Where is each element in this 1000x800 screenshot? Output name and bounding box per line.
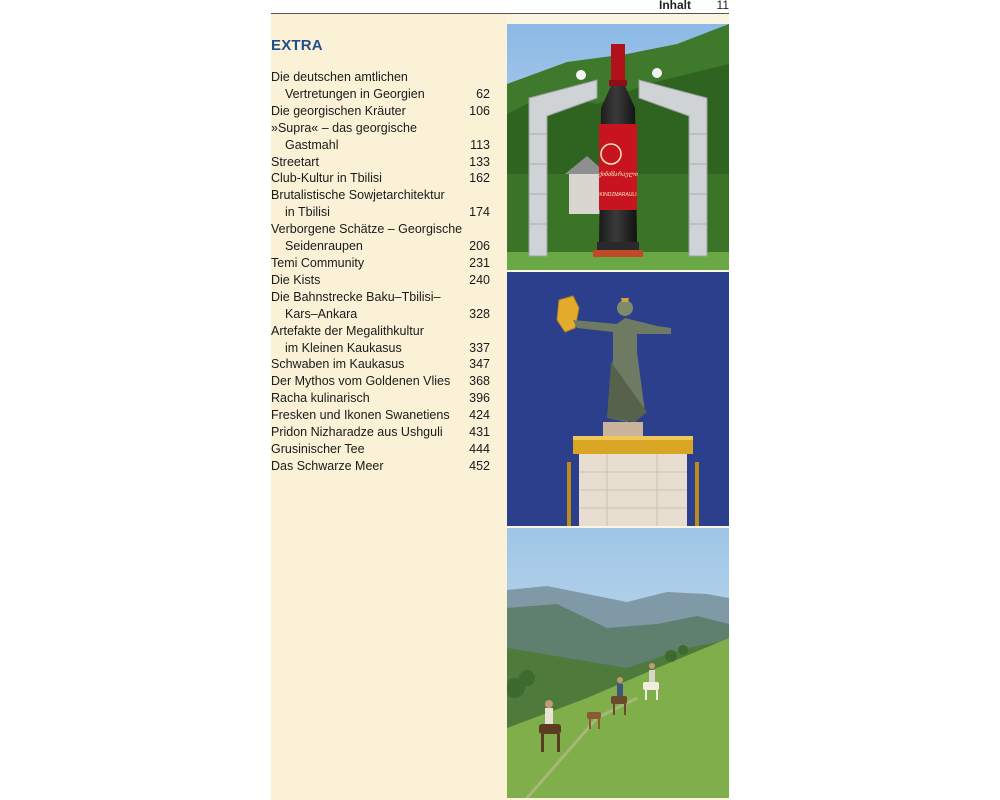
toc-entry-title-line: Kars–Ankara	[285, 306, 358, 321]
toc-entry-page-number: 206	[469, 239, 490, 254]
toc-entry-page-number: 444	[469, 441, 490, 456]
toc-entry	[271, 441, 495, 458]
toc-entry-title-line: Vertretungen in Georgien	[285, 86, 425, 101]
toc-entry-title-line: Gastmahl	[285, 137, 339, 152]
toc-entry-page-number: 328	[469, 306, 490, 321]
toc-entry-title-line: Club-Kultur in Tbilisi	[271, 171, 382, 186]
toc-entry-title-line: Temi Community	[271, 255, 365, 270]
toc-entry-page-number: 113	[470, 137, 490, 152]
toc-entry-title-line: Verborgene Schätze – Georgische	[271, 222, 463, 237]
toc-entry-title-line: Racha kulinarisch	[271, 391, 370, 406]
toc-entry	[271, 407, 495, 424]
toc-entry	[271, 458, 495, 475]
toc-entry-page-number: 396	[469, 391, 490, 406]
toc-entry-page-number: 106	[469, 103, 490, 118]
toc-entry-title-line: Fresken und Ikonen Swanetiens	[271, 408, 450, 423]
toc-entry-title-line: Das Schwarze Meer	[271, 458, 384, 473]
toc-entry-title-line: Pridon Nizharadze aus Ushguli	[271, 425, 443, 440]
toc-entry	[271, 356, 495, 373]
toc-entry-page-number: 133	[469, 154, 490, 169]
toc-entry-page-number: 162	[469, 171, 490, 186]
toc-entry	[271, 424, 495, 441]
book-page	[271, 0, 729, 800]
toc-column	[271, 14, 507, 800]
toc-entry	[271, 390, 495, 407]
toc-entry	[271, 221, 495, 255]
toc-entry	[271, 289, 495, 323]
toc-entry-title-line: Brutalistische Sowjetarchitektur	[271, 188, 445, 203]
toc-entry	[271, 69, 495, 103]
toc-entry-title-line: Die deutschen amtlichen	[271, 70, 408, 84]
toc-entry-title-line: Seidenraupen	[285, 239, 363, 254]
extra-heading: EXTRA	[271, 37, 323, 54]
toc-entry-title-line: im Kleinen Kaukasus	[285, 340, 402, 355]
toc-entry-page-number: 337	[469, 340, 490, 355]
toc-entry-title-line: Die georgischen Kräuter	[271, 103, 406, 118]
toc-entry	[271, 170, 495, 187]
toc-entry-title-line: Streetart	[271, 154, 319, 169]
toc-entry-page-number: 240	[469, 272, 490, 287]
toc-entry-page-number: 424	[469, 408, 490, 423]
bottle-label-text: KINDZMARAULI	[599, 192, 637, 198]
toc-entry-title-line: Artefakte der Megalithkultur	[271, 323, 424, 338]
page-header	[271, 0, 729, 14]
toc-entry	[271, 154, 495, 171]
svg-text:ქინძმარაული: ქინძმარაული	[598, 172, 638, 178]
toc-entry-page-number: 62	[476, 86, 490, 101]
toc-entry	[271, 323, 495, 357]
toc-entry	[271, 103, 495, 120]
toc-entry-title-line: »Supra« – das georgische	[271, 120, 417, 135]
toc-entry	[271, 373, 495, 390]
toc-entry-title-line: Schwaben im Kaukasus	[271, 357, 405, 372]
toc-entry-page-number: 368	[469, 374, 490, 389]
toc-entry	[271, 272, 495, 289]
medea-statue-photo	[507, 272, 729, 526]
toc-entry-page-number: 452	[469, 458, 490, 473]
toc-entry-page-number: 347	[469, 357, 490, 372]
toc-entry-title-line: Die Bahnstrecke Baku–Tbilisi–	[271, 289, 441, 304]
toc-entry-title-line: Die Kists	[271, 272, 321, 287]
toc-entry-title-line: Grusinischer Tee	[271, 441, 365, 456]
toc-entry	[271, 187, 495, 221]
toc-entry-page-number: 174	[469, 205, 490, 220]
header-section-title: Inhalt	[659, 0, 691, 12]
toc-entry	[271, 255, 495, 272]
wine-bottle-monument-photo	[507, 24, 729, 270]
extra-toc-list	[271, 69, 495, 475]
header-page-number: 11	[716, 0, 729, 12]
toc-entry-title-line: Der Mythos vom Goldenen Vlies	[271, 374, 451, 389]
toc-entry	[271, 120, 495, 154]
horse-riders-mountains-photo	[507, 528, 729, 798]
toc-entry-page-number: 231	[469, 255, 490, 270]
toc-entry-title-line: in Tbilisi	[285, 205, 330, 220]
toc-entry-page-number: 431	[469, 425, 490, 440]
